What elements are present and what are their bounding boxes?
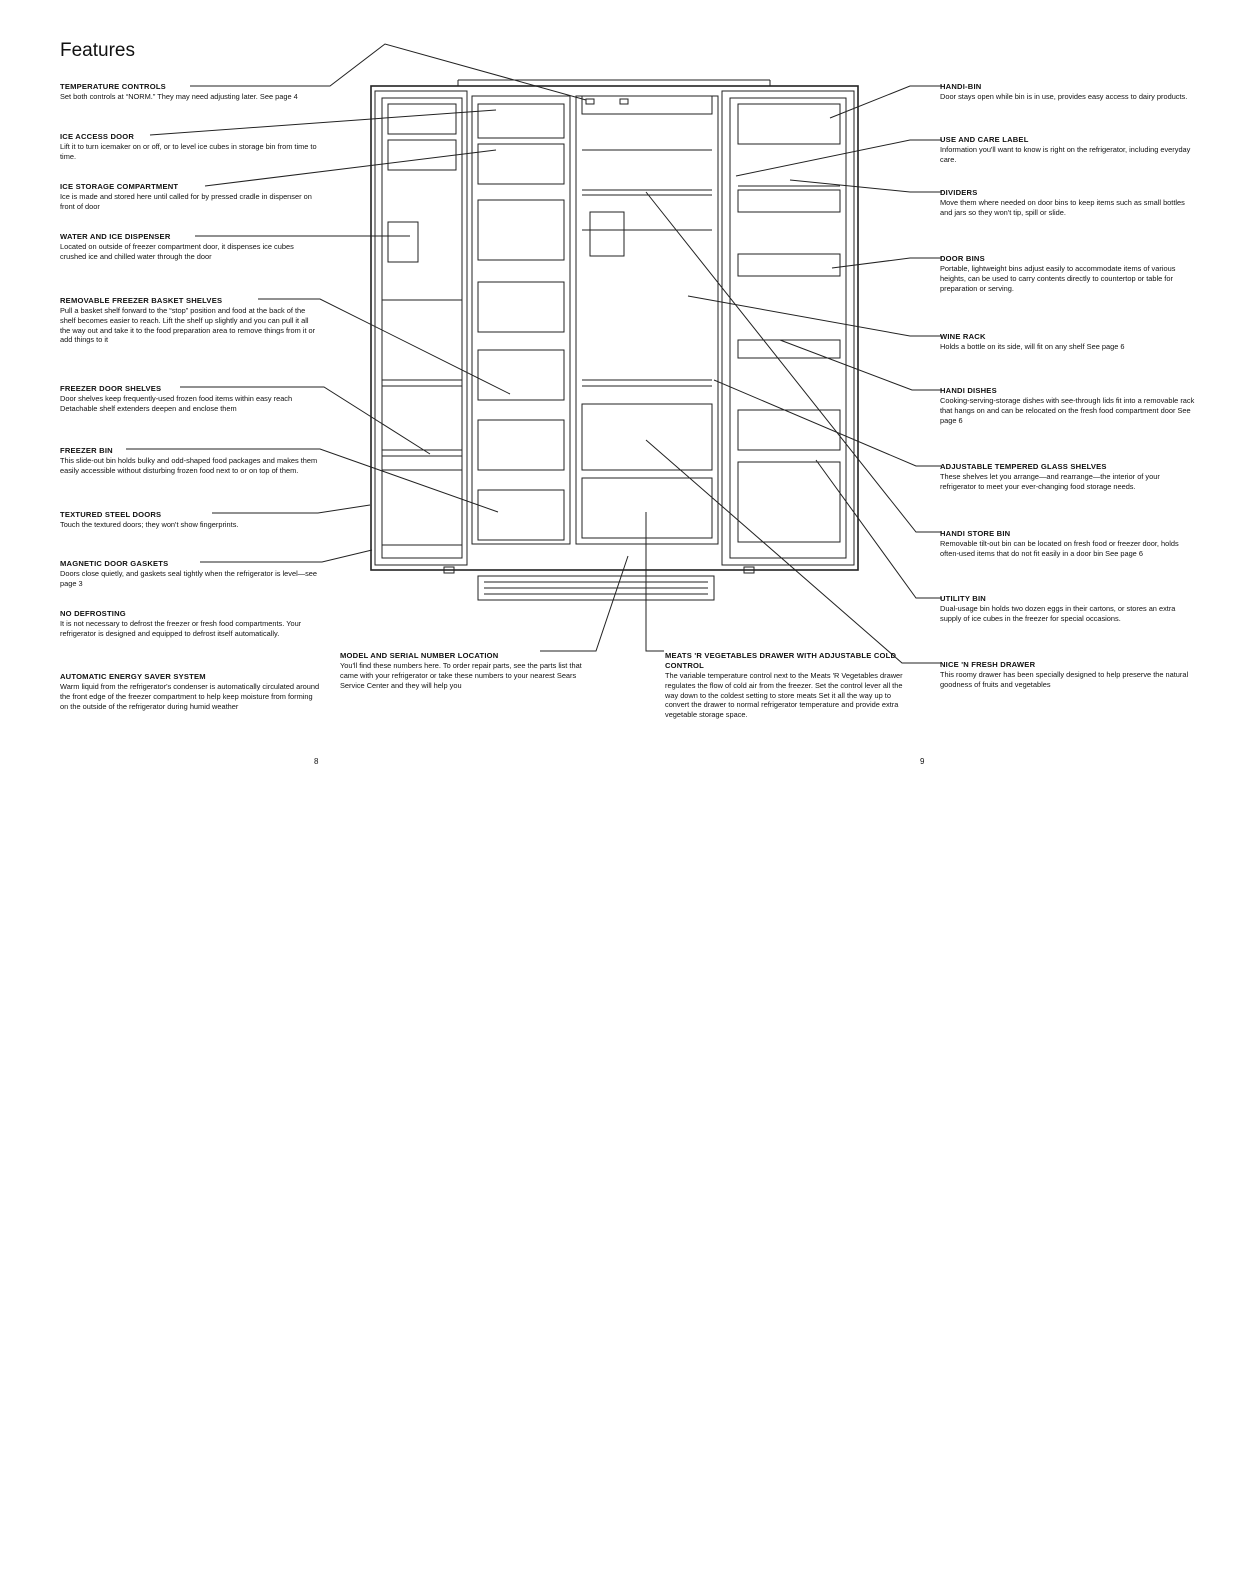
feature-heading: MAGNETIC DOOR GASKETS [60,559,169,568]
feature-heading: NICE 'N FRESH DRAWER [940,660,1036,669]
nice-n-fresh-drawer-drawing [582,404,712,470]
feature-heading: MEATS 'R VEGETABLES DRAWER WITH ADJUSTABLE COLD CONTROL [665,651,897,671]
feature-desc: Removable tilt-out bin can be located on fresh food or freezer door, holds often-used items that do not fit easily in a door bin See page 6 [940,539,1179,558]
feature-desc: Warm liquid from the refrigerator's condenser is automatically circulated around the front edge of the freezer compartment to help keep moisture from forming on the outside of the refrigerator during humid weather [60,682,320,711]
feature-heading: WINE RACK [940,332,986,341]
feature-heading: DIVIDERS [940,188,978,197]
feature-desc: Cooking-serving-storage dishes with see-through lids fit into a removable rack that hangs on and can be relocated on the fresh food compartment door See page 6 [940,396,1195,425]
handi-store-bin-drawing [590,212,624,256]
feature-desc: Lift it to turn icemaker on or off, or to level ice cubes in storage bin from time to time. [60,142,317,161]
feature-desc: This roomy drawer has been specially designed to help preserve the natural goodness of fruits and vegetables [940,670,1189,689]
feature-desc: Touch the textured doors; they won't show fingerprints. [60,520,239,530]
feature-heading: WATER AND ICE DISPENSER [60,232,171,241]
page-title: Features [60,40,135,61]
feature-heading: MODEL AND SERIAL NUMBER LOCATION [340,651,499,660]
control-panel [582,96,712,114]
handi-dishes-drawing [738,340,840,358]
feature-heading: FREEZER DOOR SHELVES [60,384,162,393]
page-number-left: 8 [314,757,319,766]
feature-desc: Door shelves keep frequently-used frozen food items within easy reach Detachable shelf extenders deepen and enclose them [60,394,293,413]
freezer-door [375,91,467,565]
feature-desc: You'll find these numbers here. To order repair parts, see the parts list that came with your refrigerator or take these numbers to your nearest Sears Service Center and they will help you [340,661,582,690]
feature-desc: Located on outside of freezer compartment door, it dispenses ice cubes crushed ice and chilled water through the door [60,242,294,261]
feature-desc: Ice is made and stored here until called for by pressed cradle in dispenser on front of door [60,192,312,211]
feature-heading: AUTOMATIC ENERGY SAVER SYSTEM [60,672,206,681]
feature-heading: FREEZER BIN [60,446,113,455]
feature-heading: HANDI-BIN [940,82,982,91]
freezer-bin [478,490,564,540]
feature-heading: TEMPERATURE CONTROLS [60,82,166,91]
feature-desc: Dual-usage bin holds two dozen eggs in their cartons, or stores an extra supply of ice cubes in the freezer for special occasions. [940,604,1176,623]
feature-desc: These shelves let you arrange—and rearrange—the interior of your refrigerator to meet your ever-changing food storage needs. [940,472,1160,491]
feature-heading: TEXTURED STEEL DOORS [60,510,162,519]
feature-heading: ADJUSTABLE TEMPERED GLASS SHELVES [940,462,1107,471]
feature-desc: The variable temperature control next to the Meats 'R Vegetables drawer regulates the flow of cold air from the freezer. Set the control lever all the way down to the coldest setting to store meats Set it all the way up to convert the drawer to normal refrigerator temperature and provide extra vegetable storage space. [665,671,903,720]
feature-desc: Holds a bottle on its side, will fit on any shelf See page 6 [940,342,1125,352]
fresh-food-compartment [576,96,718,544]
feature-desc: Information you'll want to know is right on the refrigerator, including everyday care. [940,145,1191,164]
feature-heading: ICE ACCESS DOOR [60,132,135,141]
feature-heading: REMOVABLE FREEZER BASKET SHELVES [60,296,223,305]
feature-desc: Pull a basket shelf forward to the “stop” position and food at the back of the shelf becomes easier to reach. Lift the shelf up slightly and you can pull it all the way out and take it to the food preparation area to remove things from it or add things to it [60,306,316,345]
meats-vegetables-drawer-drawing [582,478,712,538]
feature-heading: NO DEFROSTING [60,609,126,618]
refrigerator-body [371,86,858,570]
feature-desc: Move them where needed on door bins to keep items such as small bottles and jars so they won't tip, spill or slide. [940,198,1185,217]
feature-desc: It is not necessary to defrost the freezer or fresh food compartments. Your refrigerator is designed and equipped to defrost itself automatically. [60,619,302,638]
feature-heading: DOOR BINS [940,254,985,263]
dispenser-recess [388,222,418,262]
feature-desc: Portable, lightweight bins adjust easily to accommodate items of various heights, can be used to carry contents directly to countertop or table for preparation or serving. [940,264,1176,293]
feature-desc: Door stays open while bin is in use, provides easy access to dairy products. [940,92,1188,102]
feature-heading: UTILITY BIN [940,594,986,603]
fresh-food-door [722,91,854,565]
freezer-compartment [472,96,570,544]
basket-shelf [478,200,564,260]
feature-desc: Set both controls at “NORM.” They may need adjusting later. See page 4 [60,92,298,102]
page-number-right: 9 [920,757,925,766]
feature-heading: HANDI STORE BIN [940,529,1011,538]
feature-desc: Doors close quietly, and gaskets seal tightly when the refrigerator is level—see page 3 [60,569,318,588]
feature-heading: HANDI DISHES [940,386,997,395]
feature-heading: ICE STORAGE COMPARTMENT [60,182,179,191]
feature-heading: USE AND CARE LABEL [940,135,1029,144]
feature-desc: This slide-out bin holds bulky and odd-shaped food packages and makes them easily accessible without disturbing frozen food next to or on top of them. [60,456,318,475]
